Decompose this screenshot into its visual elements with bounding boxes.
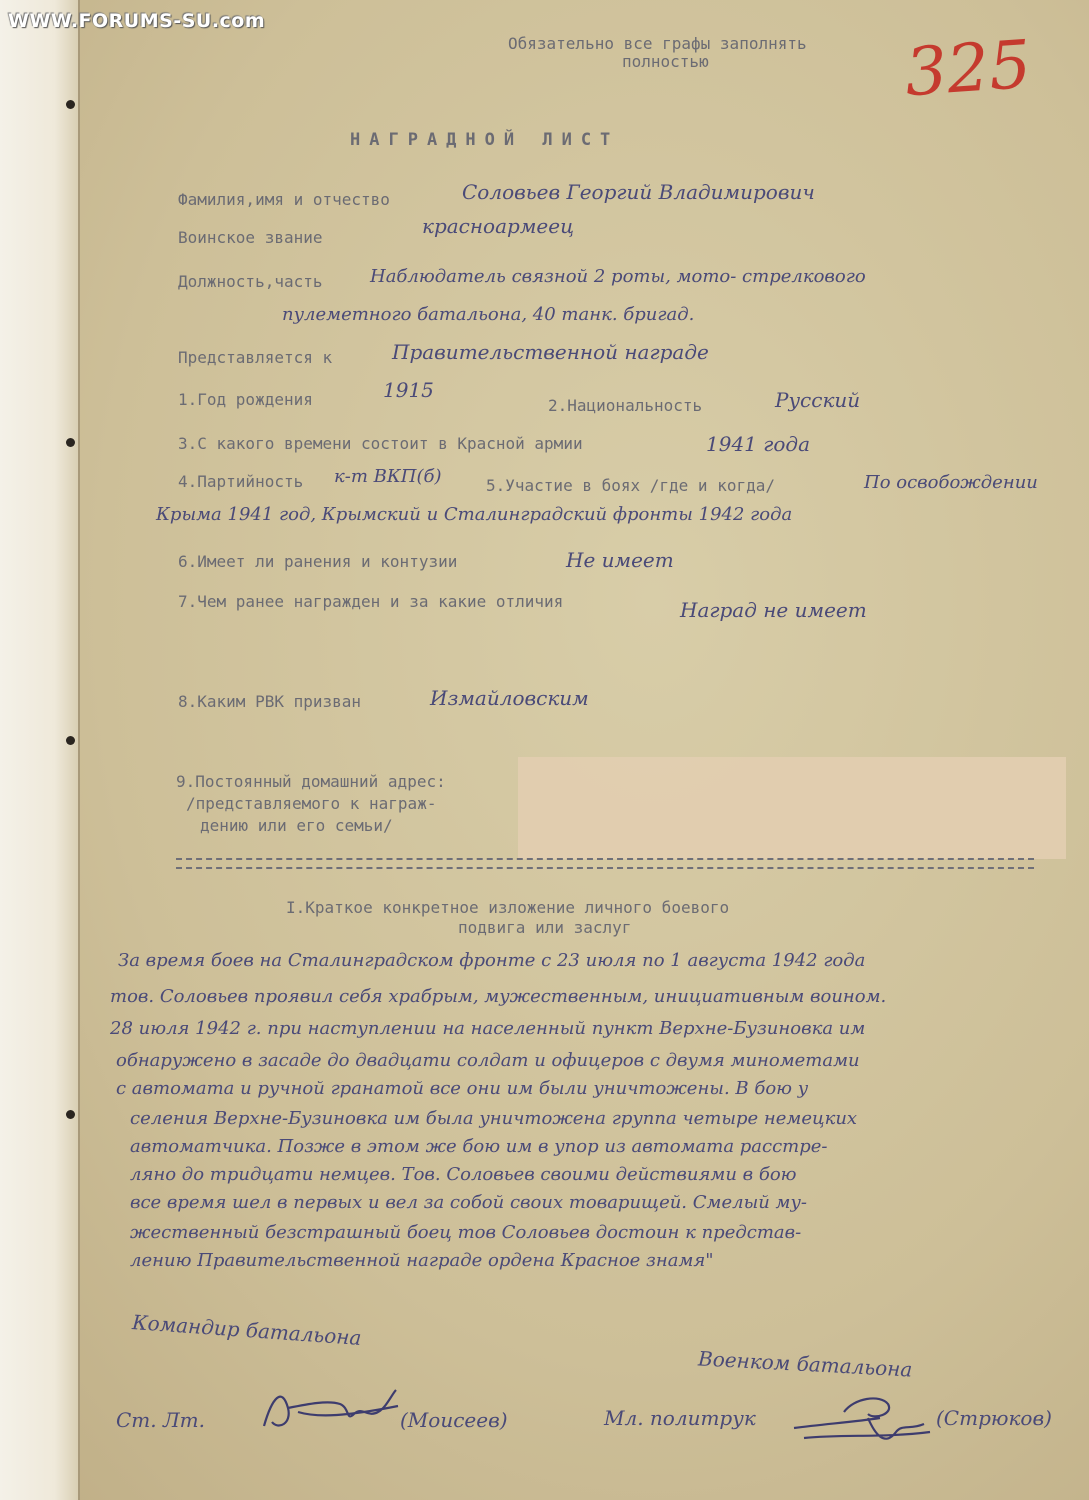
narrative-line: тов. Соловьев проявил себя храбрым, мужественным, инициативным воином. xyxy=(110,986,887,1007)
divider-line xyxy=(176,858,1034,860)
narrative-line: селения Верхне-Бузиновка им была уничтожена группа четыре немецких xyxy=(130,1108,858,1129)
narrative-line: За время боев на Сталинградском фронте с 23 июля по 1 августа 1942 года xyxy=(118,950,866,971)
awards-value: Наград не имеет xyxy=(680,598,867,622)
address-label-3: дению или его семьи/ xyxy=(200,816,393,835)
army-since-label: 3.С какого времени состоит в Красной армии xyxy=(178,434,583,453)
binding-hole xyxy=(66,736,75,745)
sheet-number: 325 xyxy=(902,25,1034,112)
birth-value: 1915 xyxy=(383,378,434,402)
address-label-1: 9.Постоянный домашний адрес: xyxy=(176,772,446,791)
commander-title: Командир батальона xyxy=(131,1310,363,1350)
commissar-title: Военком батальона xyxy=(697,1346,913,1382)
army-since-value: 1941 года xyxy=(706,432,811,456)
rank-label: Воинское звание xyxy=(178,228,323,247)
redacted-address xyxy=(518,757,1066,859)
wounds-value: Не имеет xyxy=(566,548,674,572)
commander-name: (Моисеев) xyxy=(400,1408,508,1432)
narrative-line: лению Правительственной награде ордена Красное знамя" xyxy=(130,1250,714,1271)
wounds-label: 6.Имеет ли ранения и контузии xyxy=(178,552,458,571)
narrative-line: жественный безстрашный боец тов Соловьев достоин к представ- xyxy=(130,1222,802,1243)
position-value-1: Наблюдатель связной 2 роты, мото- стрелкового xyxy=(370,266,866,287)
commissar-signature xyxy=(784,1388,934,1458)
narrative-line: ляно до тридцати немцев. Тов. Соловьев своими действиями в бою xyxy=(130,1164,797,1185)
battles-value-1: По освобождении xyxy=(864,472,1038,493)
commissar-name: (Стрюков) xyxy=(936,1406,1052,1430)
notice-line-2: полностью xyxy=(622,52,709,71)
awards-label: 7.Чем ранее награжден и за какие отличия xyxy=(178,592,564,611)
party-label: 4.Партийность xyxy=(178,472,304,491)
binding-hole xyxy=(66,1110,75,1119)
narrative-line: все время шел в первых и вел за собой своих товарищей. Смелый му- xyxy=(130,1192,807,1213)
narrative-line: автоматчика. Позже в этом же бою им в упор из автомата расстре- xyxy=(130,1136,828,1157)
narrative-line: обнаружено в засаде до двадцати солдат и офицеров с двумя минометами xyxy=(116,1050,860,1071)
battles-value-2: Крыма 1941 год, Крымский и Сталинградский фронты 1942 года xyxy=(156,504,793,525)
party-value: к-т ВКП(б) xyxy=(334,466,442,487)
nationality-value: Русский xyxy=(775,388,861,412)
notice-line-1: Обязательно все графы заполнять xyxy=(508,34,807,53)
divider-line xyxy=(176,867,1034,869)
address-label-2: /представляемого к награж- xyxy=(186,794,437,813)
position-value-2: пулеметного батальона, 40 танк. бригад. xyxy=(282,304,695,325)
rank-value: красноармеец xyxy=(422,214,575,238)
binding-margin xyxy=(0,0,80,1500)
commissar-rank: Мл. политрук xyxy=(604,1406,756,1430)
presented-value: Правительственной награде xyxy=(392,340,709,364)
presented-label: Представляется к xyxy=(178,348,333,367)
section-heading-2: подвига или заслуг xyxy=(458,918,632,937)
rvk-value: Измайловским xyxy=(430,686,589,710)
battles-label: 5.Участие в боях /где и когда/ xyxy=(486,476,775,495)
watermark: WWW.FORUMS-SU.com xyxy=(8,10,266,32)
rvk-label: 8.Каким РВК призван xyxy=(178,692,362,711)
name-value: Соловьев Георгий Владимирович xyxy=(462,180,815,204)
commander-rank: Ст. Лт. xyxy=(116,1408,205,1432)
binding-hole xyxy=(66,100,75,109)
narrative-line: 28 июля 1942 г. при наступлении на населенный пункт Верхне-Бузиновка им xyxy=(110,1018,866,1039)
binding-hole xyxy=(66,438,75,447)
position-label: Должность,часть xyxy=(178,272,323,291)
document-title: НАГРАДНОЙ ЛИСТ xyxy=(350,130,620,150)
commander-signature xyxy=(258,1378,408,1440)
nationality-label: 2.Национальность xyxy=(548,396,703,415)
birth-label: 1.Год рождения xyxy=(178,390,313,409)
name-label: Фамилия,имя и отчество xyxy=(178,190,390,209)
section-heading-1: I.Краткое конкретное изложение личного боевого xyxy=(286,898,730,917)
narrative-line: с автомата и ручной гранатой все они им были уничтожены. В бою у xyxy=(116,1078,809,1099)
